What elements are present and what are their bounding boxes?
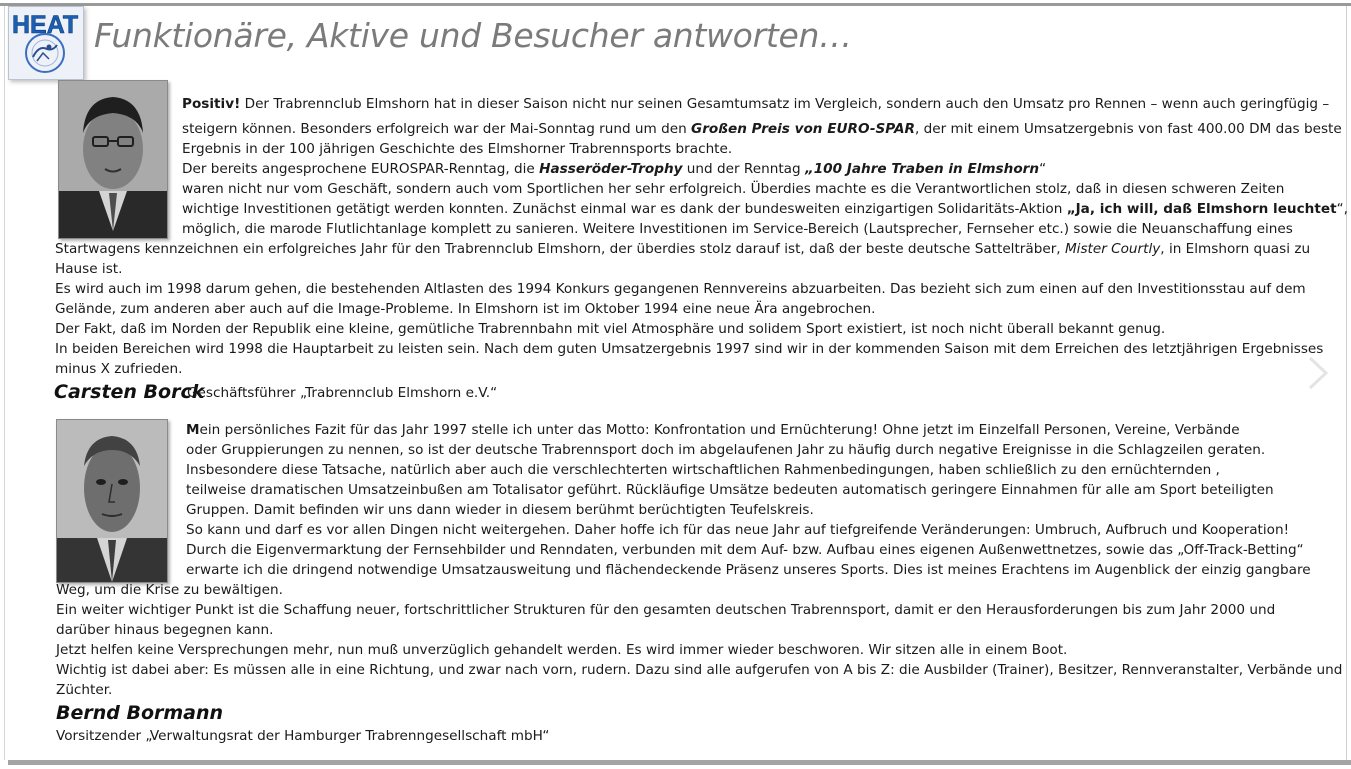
article2-line-7 bbox=[186, 540, 1304, 560]
article1-line-9 bbox=[55, 259, 122, 279]
article1-line-14 bbox=[55, 359, 182, 379]
article1-line-4-segment-1: Der bereits angesprochene EUROSPAR-Renntag, die bbox=[182, 161, 540, 177]
page-title: Funktionäre, Aktive und Besucher antworten… bbox=[94, 16, 852, 55]
article2-line-2 bbox=[186, 440, 1265, 460]
article1-line-3-segment-1: Ergebnis in der 100 jährigen Geschichte des Elmshorner Trabrennsports brachte. bbox=[182, 141, 733, 157]
right-frame-line bbox=[1346, 6, 1347, 760]
portrait-image-1 bbox=[59, 81, 167, 238]
portrait-image-2 bbox=[57, 420, 167, 582]
article2-line-4-segment-1: teilweise dramatischen Umsatzeinbußen am Totalisator geführt. Rückläufige Umsätze bedeuten automatisch geringere Einnahmen für alle am Sport beteiligten bbox=[186, 482, 1274, 498]
article1-line-7-segment-1: möglich, die marode Flutlichtanlage komplett zu sanieren. Weitere Investitionen im Service-Bereich (Lautsprecher, Fernseher etc.) sowie die Neuanschaffung eines bbox=[182, 221, 1293, 237]
article1-line-6-segment-2: „Ja, ich will, daß Elmshorn leuchtet bbox=[1066, 201, 1337, 217]
article1-line-11 bbox=[55, 299, 875, 319]
article2-line-1-segment-1: M bbox=[186, 422, 200, 438]
article2-line-11 bbox=[56, 620, 273, 640]
article1-line-2-segment-1: steigern können. Besonders erfolgreich war der Mai-Sonntag rund um den bbox=[182, 121, 692, 137]
article1-line-11-segment-1: Gelände, zum anderen aber auch auf die Image-Probleme. In Elmshorn ist im Oktober 1994 eine neue Ära angebrochen. bbox=[55, 301, 876, 317]
signature-name-2: Bernd Bormann bbox=[56, 702, 224, 724]
portrait-photo-1 bbox=[58, 80, 168, 239]
article1-line-4-segment-4: „100 Jahre Traben in Elmshorn bbox=[804, 161, 1040, 177]
article1-line-13-segment-1: In beiden Bereichen wird 1998 die Hauptarbeit zu leisten sein. Nach dem guten Umsatzergebnis 1997 sind wir in der kommenden Saison mit dem Erreichen des letztjährigen Ergebnisses bbox=[55, 341, 1324, 357]
chevron-right-icon[interactable] bbox=[1306, 356, 1330, 390]
article2-line-8 bbox=[186, 560, 1311, 580]
article2-line-7-segment-1: Durch die Eigenvermarktung der Fernsehbilder und Renndaten, verbunden mit dem Auf- bzw. Aufbau eines eigenen Außenwettnetzes, sowie das „Off-Track-Betting“ bbox=[186, 542, 1304, 558]
bottom-frame-bar bbox=[8, 760, 1351, 765]
article2-line-6-segment-1: So kann und darf es vor allen Dingen nicht weitergehen. Daher hoffe ich für das neue Jahr auf tiefgreifende Veränderungen: Umbruch, Aufbruch und Kooperation! bbox=[186, 522, 1290, 538]
article2-line-11-segment-1: darüber hinaus begegnen kann. bbox=[56, 622, 274, 638]
heat-logo-graphic bbox=[9, 7, 83, 79]
article1-line-14-segment-1: minus X zufrieden. bbox=[55, 361, 183, 377]
article2-line-10 bbox=[56, 600, 1275, 620]
article1-line-8 bbox=[55, 239, 1310, 259]
article1-line-5 bbox=[182, 179, 1284, 199]
signature-role-2: Vorsitzender „Verwaltungsrat der Hamburger Trabrenngesellschaft mbH“ bbox=[56, 728, 550, 744]
article1-line-2 bbox=[182, 119, 1342, 139]
article1-line-7 bbox=[182, 219, 1293, 239]
left-frame-line bbox=[4, 6, 5, 760]
article1-line-4-segment-2: Hasseröder-Trophy bbox=[539, 161, 683, 177]
article2-line-14 bbox=[56, 680, 112, 700]
article2-line-6 bbox=[186, 520, 1289, 540]
article2-line-9-segment-1: Weg, um die Krise zu bewältigen. bbox=[56, 582, 283, 598]
article1-line-8-segment-2: Mister Courtly bbox=[1064, 241, 1161, 257]
article1-line-2-segment-2: Großen Preis von EURO-SPAR bbox=[691, 121, 915, 137]
article1-line-8-segment-1: Startwagens kennzeichnen ein erfolgreiches Jahr für den Trabrennclub Elmshorn, der überdies stolz darauf ist, daß der beste deutsche Sattelträber, bbox=[55, 241, 1065, 257]
article1-line-12-segment-1: Der Fakt, daß im Norden der Republik eine kleine, gemütliche Trabrennbahn mit viel Atmosphäre und solidem Sport existiert, ist noch nicht überall bekannt genug. bbox=[55, 321, 1166, 337]
signature-name-1: Carsten Borck bbox=[54, 381, 205, 403]
heat-logo bbox=[8, 6, 84, 80]
article1-line-1 bbox=[182, 94, 1329, 114]
logo-text: HEAT bbox=[12, 11, 79, 39]
article2-line-9 bbox=[56, 580, 283, 600]
article2-line-12 bbox=[56, 640, 1067, 660]
article1-line-10 bbox=[55, 279, 1306, 299]
article2-line-10-segment-1: Ein weiter wichtiger Punkt ist die Schaffung neuer, fortschrittlicher Strukturen für den gesamten deutschen Trabrennsport, damit er den Herausforderungen bis zum Jahr 2000 und bbox=[56, 602, 1276, 618]
article1-line-6-segment-1: wichtige Investitionen getätigt werden konnten. Zunächst einmal war es dank der bundesweiten einzigartigen Solidaritäts-Aktion bbox=[182, 201, 1067, 217]
portrait-photo-2 bbox=[56, 419, 168, 583]
article1-line-6-segment-3: “, bbox=[1336, 201, 1348, 217]
article1-line-4-segment-3: und der Renntag bbox=[682, 161, 805, 177]
article1-line-9-segment-1: Hause ist. bbox=[55, 261, 123, 277]
signature-role-1: Geschäftsführer „Trabrennclub Elmshorn e.V.“ bbox=[187, 385, 498, 401]
article2-line-5-segment-1: Gruppen. Damit befinden wir uns dann wieder in diesem berühmt berüchtigten Teufelskreis. bbox=[186, 502, 814, 518]
article2-line-1-segment-2: ein persönliches Fazit für das Jahr 1997 stelle ich unter das Motto: Konfrontation und Ernüchterung! Ohne jetzt im Einzelfall Personen, Vereine, Verbände bbox=[199, 422, 1240, 438]
article2-line-3-segment-1: Insbesondere diese Tatsache, natürlich aber auch die verschlechterten wirtschaftlichen Rahmenbedingungen, haben schließlich zu den ernüchternden , bbox=[186, 462, 1220, 478]
article1-line-2-segment-3: , der mit einem Umsatzergebnis von fast 400.00 DM das beste bbox=[914, 121, 1342, 137]
article2-line-1 bbox=[186, 420, 1240, 440]
article1-line-6 bbox=[182, 199, 1348, 219]
article1-line-5-segment-1: waren nicht nur vom Geschäft, sondern auch vom Sportlichen her sehr erfolgreich. Überdies machte es die Verantwortlichen stolz, daß in diesen schweren Zeiten bbox=[182, 181, 1285, 197]
article1-line-12 bbox=[55, 319, 1165, 339]
article2-line-14-segment-1: Züchter. bbox=[56, 682, 113, 698]
article1-line-1-segment-1: Positiv! bbox=[182, 96, 241, 112]
article1-line-4 bbox=[182, 159, 1046, 179]
article1-line-1-segment-2: Der Trabrennclub Elmshorn hat in dieser Saison nicht nur seinen Gesamtumsatz im Vergleich, sondern auch den Umsatz pro Rennen – wenn auch geringfügig – bbox=[240, 96, 1330, 112]
article1-line-10-segment-1: Es wird auch im 1998 darum gehen, die bestehenden Altlasten des 1994 Konkurs gegangenen Rennvereins abzuarbeiten. Das bezieht sich zum einen auf den Investitionsstau auf dem bbox=[55, 281, 1306, 297]
article1-line-4-segment-5: “ bbox=[1039, 161, 1047, 177]
article2-line-13-segment-1: Wichtig ist dabei aber: Es müssen alle in eine Richtung, und zwar nach vorn, rudern. Dazu sind alle aufgerufen von A bis Z: die Ausbilder (Trainer), Besitzer, Rennveranstalter, Verbände und bbox=[56, 662, 1343, 678]
article2-line-8-segment-1: erwarte ich die dringend notwendige Umsatzausweitung und flächendeckende Präsenz unseres Sports. Dies ist meines Erachtens im Augenblick der einzig gangbare bbox=[186, 562, 1311, 578]
article2-line-13 bbox=[56, 660, 1342, 680]
article2-line-5 bbox=[186, 500, 814, 520]
article1-line-3 bbox=[182, 139, 732, 159]
article1-line-13 bbox=[55, 339, 1323, 359]
article2-line-4 bbox=[186, 480, 1274, 500]
article2-line-2-segment-1: oder Gruppierungen zu nennen, so ist der deutsche Trabrennsport doch im abgelaufenen Jahr zu häufig durch negative Ereignisse in die Schlagzeilen geraten. bbox=[186, 442, 1266, 458]
article2-line-3 bbox=[186, 460, 1220, 480]
article1-line-8-segment-3: , in Elmshorn quasi zu bbox=[1160, 241, 1311, 257]
top-frame-line bbox=[0, 3, 1351, 6]
article2-line-12-segment-1: Jetzt helfen keine Versprechungen mehr, nun muß unverzüglich gehandelt werden. Es wird immer wieder beschworen. Wir sitzen alle in einem Boot. bbox=[56, 642, 1068, 658]
